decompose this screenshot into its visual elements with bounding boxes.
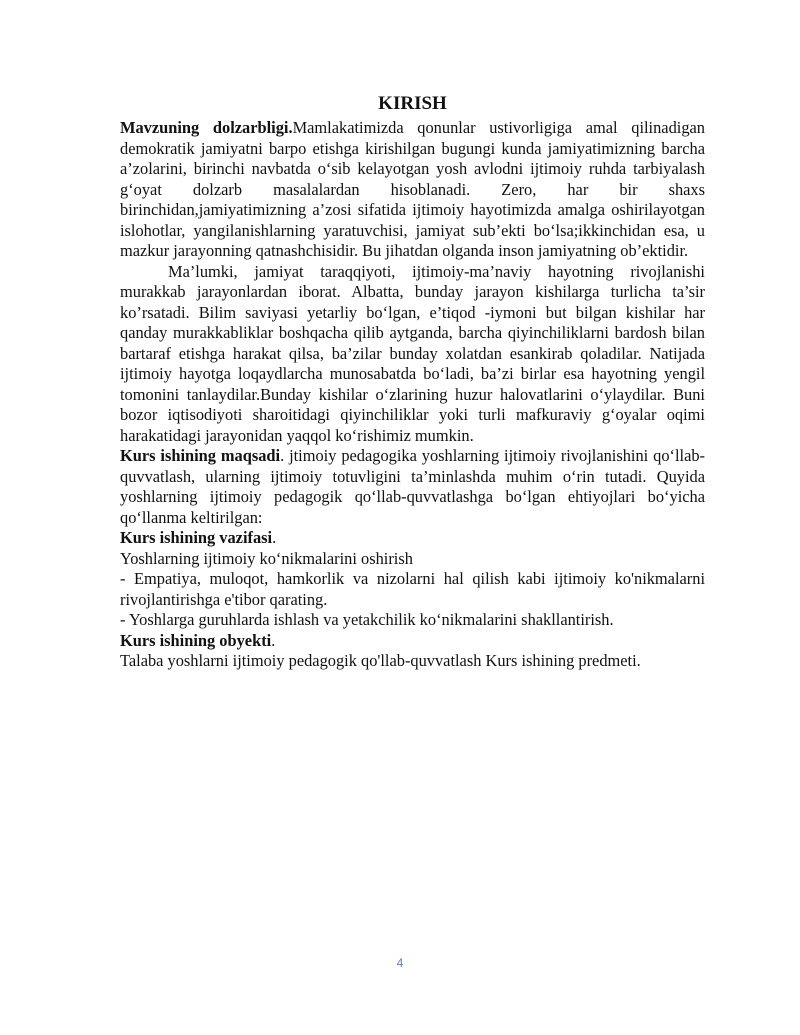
task-skills-line: Yoshlarning ijtimoiy ko‘nikmalarini oshirish: [120, 548, 413, 568]
page-number: 4: [396, 956, 404, 970]
paragraph-goal: [120, 446, 705, 528]
object-text-line: Talaba yoshlarni ijtimoiy pedagogik qo'llab-quvvatlash Kurs ishining predmeti.: [120, 651, 641, 670]
goal-heading: Kurs ishining maqsadi: [120, 446, 281, 465]
tasks-heading-dot: .: [272, 528, 277, 547]
tasks-heading: Kurs ishining vazifasi: [120, 528, 273, 547]
task-groups-line: - Yoshlarga guruhlarda ishlash va yetakchilik ko‘nikmalarini shakllantirish.: [120, 610, 614, 629]
paragraph-society: Ma’lumki, jamiyat taraqqiyoti, ijtimoiy-ma’naviy hayotning rivojlanishi murakkab jarayonlardan iborat. Albatta, bunday jarayon kishilarga turlicha ta’sir ko’rsatadi. Bilim saviyasi yetarliy bo‘lgan, e’tiqod -iymoni but bilgan kishilar har qanday murakkabliklar boshqacha qilib aytganda, barcha qiyinchiliklarni bardosh bilan bartaraf etishga harakat qilsa, ba’zilar bunday xolatdan esankirab qoladilar. Natijada ijtimoiy hayotga loqaydlarcha munosabatda bo‘ladi, ba’zi birlar esa hayotning yengil tomonini tanlaydilar.Bunday kishilar o‘zlarining huzur halovatlarini o‘ylaydilar. Buni bozor iqtisodiyoti sharoitidagi qiyinchiliklar yoki turli mafkuraviy g‘oyalar oqimi harakatidagi jarayonidan yaqqol ko‘rishimiz mumkin.: [120, 261, 705, 445]
object-heading-line: [120, 631, 705, 652]
object-heading-dot: .: [271, 630, 276, 650]
document-title: KIRISH: [378, 93, 447, 114]
relevance-heading: Mavzuning dolzarbligi.: [120, 118, 293, 137]
tasks-heading-line: [120, 528, 705, 549]
task-empathy-line: - Empatiya, muloqot, hamkorlik va nizolarni hal qilish kabi ijtimoiy ko'nikmalarni rivojlantirishga e'tibor qarating.: [120, 569, 705, 609]
object-heading: Kurs ishining obyekti: [120, 630, 272, 650]
document-page: [120, 92, 705, 672]
goal-text: . jtimoiy pedagogika yoshlarning ijtimoiy rivojlanishini qo‘llab-quvvatlash, ularning ijtimoiy totuvligini ta’minlashda muhim o‘rin tutadi. Quyida yoshlarning ijtimoiy pedagogik qo‘llab-quvvatlashga bo‘lgan ehtiyojlari bo‘yicha qo‘llanma keltirilgan:: [120, 446, 706, 527]
paragraph-relevance: [120, 118, 705, 262]
relevance-text: Mamlakatimizda qonunlar ustivorligiga amal qilinadigan demokratik jamiyatni barpo etishga kirishilgan bugungi kunda jamiyatimizning barcha a’zolarini, birinchi navbatda o‘sib kelayotgan yosh avlodni ijtimoiy ruhda tarbiyalash g‘oyat dolzarb masalalardan hisoblanadi. Zero, har bir shaxs birinchidan,jamiyatimizning a’zosi sifatida ijtimoiy hayotimizda amalga oshirilayotgan islohotlar, yangilanishlarning yaratuvchisi, jamiyat sub’ekti bo‘lsa;ikkinchidan esa, u mazkur jarayonning qatnashchisidir. Bu jihatdan olganda inson jamiyatning ob’ektidir.: [120, 118, 705, 260]
